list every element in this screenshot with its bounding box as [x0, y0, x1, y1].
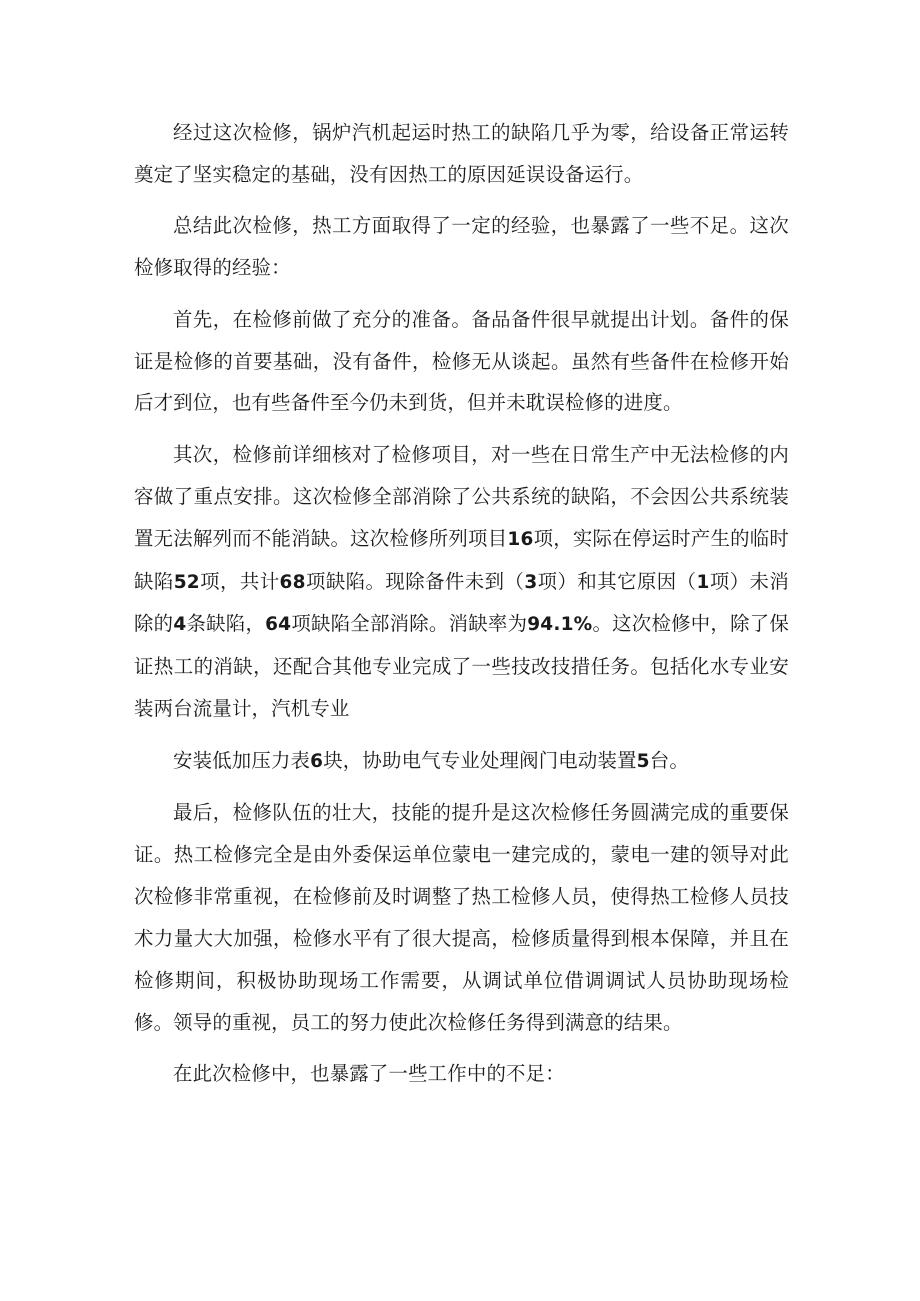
paragraph-5: 安装低加压力表6块，协助电气专业处理阀门电动装置5台。: [173, 748, 689, 772]
paragraph-2: 总结此次检修，热工方面取得了一定的经验，也暴露了一些不足。这次检修取得的经验：: [134, 214, 789, 280]
numeral: 5: [636, 750, 650, 772]
numeral: 52: [173, 571, 200, 593]
numeral: 94.1%: [527, 614, 593, 636]
paragraph-7: 在此次检修中，也暴露了一些工作中的不足：: [173, 1062, 565, 1086]
paragraph-4: 其次，检修前详细核对了检修项目，对一些在日常生产中无法检修的内容做了重点安排。这次检修全部消除了公共系统的缺陷，不会因公共系统装置无法解列而不能消缺。这次检修所列项目16项，实际在停运时产生的临时缺陷52项，共计68项缺陷。现除备件未到（3项）和其它原因（1项）未消除的4条缺陷，64项缺陷全部消除。消缺率为94.1%。这次检修中，除了保证热工的消缺，还配合其他专业完成了一些技改技措任务。包括化水专业安装两台流量计，汽机专业: [134, 442, 789, 721]
paragraph-1: 经过这次检修，锅炉汽机起运时热工的缺陷几乎为零，给设备正常运转奠定了坚实稳定的基础，没有因热工的原因延误设备运行。: [134, 121, 789, 186]
numeral: 68: [279, 571, 306, 593]
numeral: 4: [173, 614, 187, 636]
numeral: 16: [507, 528, 534, 550]
numeral: 3: [524, 571, 538, 593]
document-body: [134, 112, 789, 1104]
paragraph-3: 首先，在检修前做了充分的准备。备品备件很早就提出计划。备件的保证是检修的首要基础，没有备件，检修无从谈起。虽然有些备件在检修开始后才到位，也有些备件至今仍未到货，但并未耽误检修的进度。: [134, 307, 789, 415]
numeral: 1: [696, 571, 710, 593]
paragraph-6: 最后，检修队伍的壮大，技能的提升是这次检修任务圆满完成的重要保证。热工检修完全是由外委保运单位蒙电一建完成的，蒙电一建的领导对此次检修非常重视，在检修前及时调整了热工检修人员，使得热工检修人员技术力量大大加强，检修水平有了很大提高，检修质量得到根本保障，并且在检修期间，积极协助现场工作需要，从调试单位借调调试人员协助现场检修。领导的重视，员工的努力使此次检修任务得到满意的结果。: [134, 801, 789, 1034]
numeral: 64: [265, 614, 292, 636]
numeral: 6: [310, 750, 324, 772]
